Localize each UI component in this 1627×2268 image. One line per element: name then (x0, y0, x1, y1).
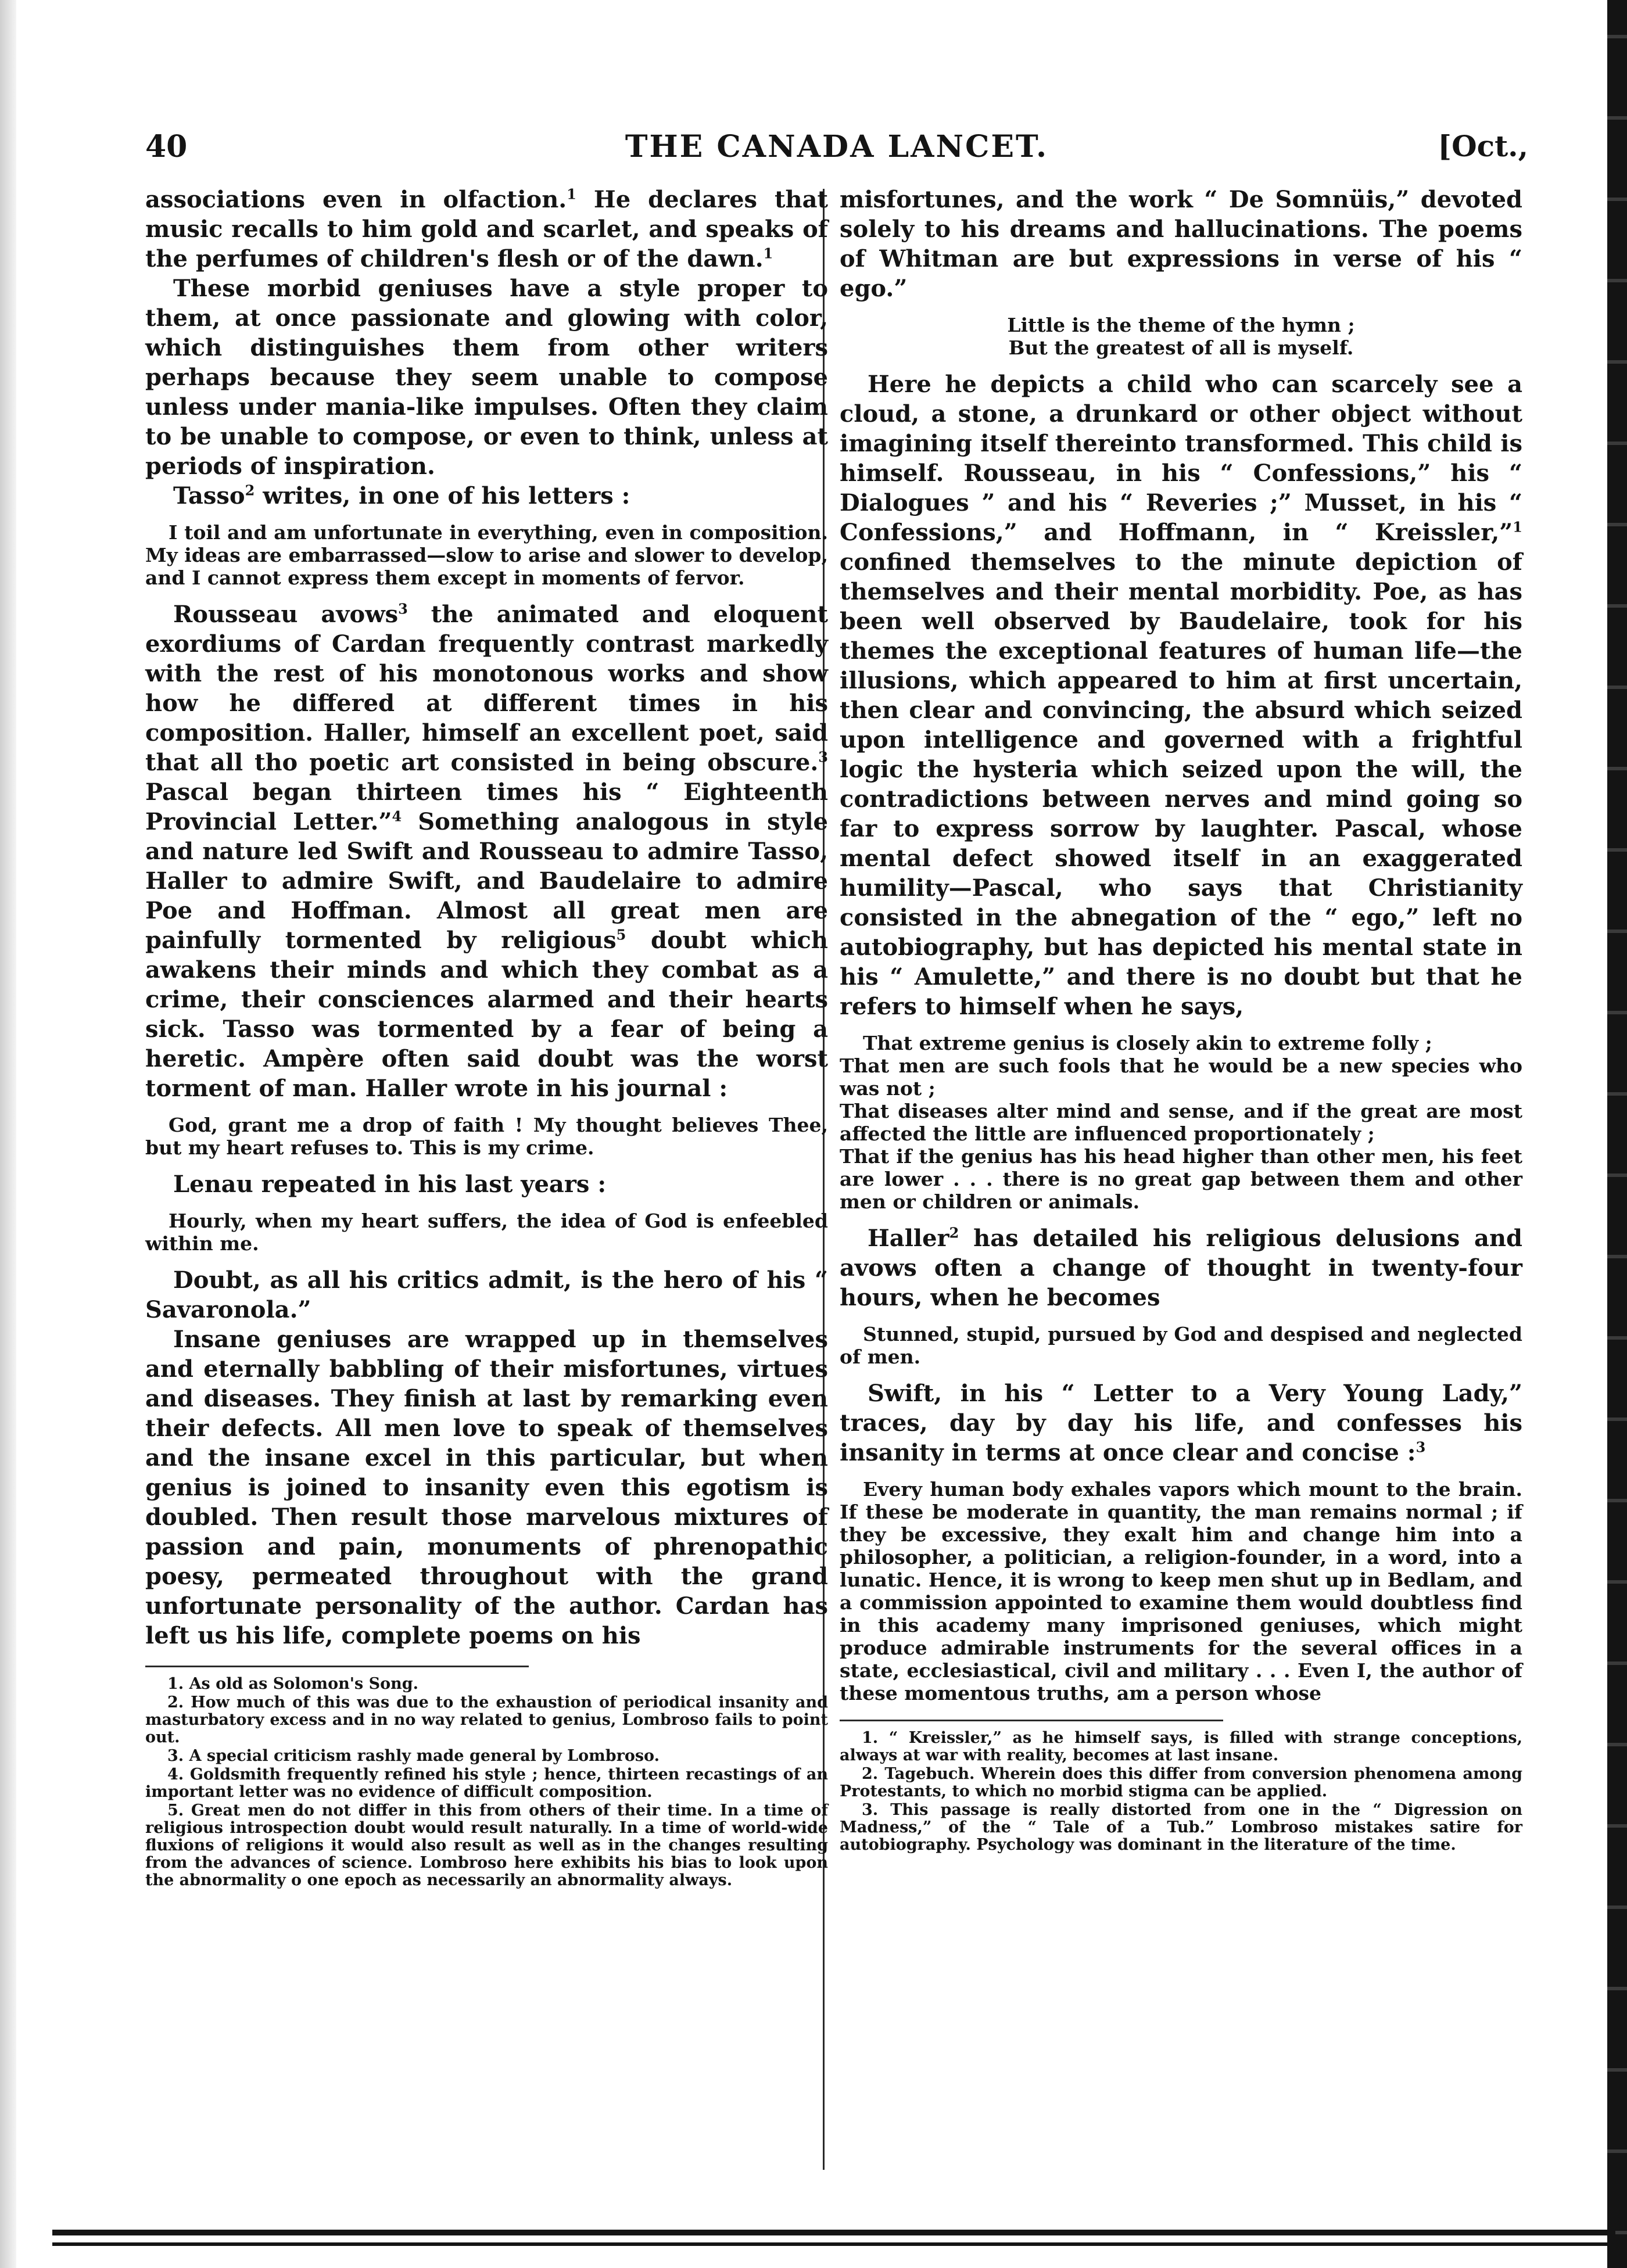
right-footnote: 3. This passage is really distorted from one in the “ Digression on Madness,” of the “ Tale of a Tub.” Lombroso mistakes satire for autobiography. Psychology was dominant in the literature of the time. (840, 1801, 1522, 1854)
right-paragraph: Here he depicts a child who can scarcely see a cloud, a stone, a drunkard or other object without imagining itself thereinto transformed. This child is himself. Rousseau, in his “ Confessions,” his “ Dialogues ” and his “ Reveries ;” Musset, in his “ Confessions,” and Hoffmann, in “ Kreissler,”$^1$ confined themselves to the minute depiction of themselves and their mental morbidity. Poe, as has been well observed by Baudelaire, took for his themes the exceptional features of human life—the illusions, which appeared to him at first uncertain, then clear and convincing, the absurd which seized upon intelligence and governed with a frightful logic the hysteria which seized upon the will, the contradictions between nerves and mind going so far to express sorrow by laughter. Pascal, whose mental defect showed itself in an exaggerated humility—Pascal, who says that Christianity consisted in the abnegation of the “ ego,” left no autobiography, but has depicted his mental state in his “ Amulette,” and there is no doubt but that he refers to himself when he says, (840, 371, 1522, 1020)
left-paragraph: Lenau repeated in his last years : (173, 1171, 607, 1198)
right-footnote: 2. Tagebuch. Wherein does this differ from conversion phenomena among Protestants, to which no morbid stigma can be applied. (840, 1765, 1522, 1800)
issue-month: [Oct., (1438, 129, 1528, 163)
left-paragraph-block (145, 481, 828, 511)
left-paragraph: Doubt, as all his critics admit, is the hero of his “ Savaronola.” (145, 1266, 828, 1323)
left-column-body (145, 185, 828, 1650)
left-paragraph-block (145, 1325, 828, 1650)
right-block-quote: Stunned, stupid, pursued by God and despised and neglected of men. (840, 1323, 1522, 1368)
right-block-quote: That extreme genius is closely akin to extreme folly ; That men are such fools that he would be a new species who was not ; That diseases alter mind and sense, and if the great are most affected the little are influenced proportionately ; That if the genius has his head higher than other men, his feet are lower . . . there is no great gap between them and other men or children or animals. (840, 1032, 1522, 1213)
page-number: 40 (145, 129, 188, 164)
left-paragraph: Tasso$^2$ writes, in one of his letters : (173, 482, 630, 509)
right-paragraph-block (840, 185, 1522, 303)
left-footnote: 1. As old as Solomon's Song. (167, 1675, 419, 1693)
left-paragraph: Rousseau avows$^3$ the animated and eloquent exordiums of Cardan frequently contrast markedly with the rest of his monotonous works and show how he differed at different times in his composition. Haller, himself an excellent poet, said that all tho poetic art consisted in being obscure.$^3$ Pascal began thirteen times his “ Eighteenth Provincial Letter.”$^4$ Something analogous in style and nature led Swift and Rousseau to admire Tasso, Haller to admire Swift, and Baudelaire to admire Poe and Hoffman. Almost all great men are painfully tormented by religious$^5$ doubt which awakens their minds and which they combat as a crime, their consciences alarmed and their hearts sick. Tasso was tormented by a fear of being a heretic. Ampère often said doubt was the worst torment of man. Haller wrote in his journal : (145, 600, 828, 1102)
right-paragraph-block (840, 1379, 1522, 1467)
binding-shadow (0, 0, 16, 2268)
left-block-quote: Hourly, when my heart suffers, the idea of God is enfeebled within me. (145, 1210, 828, 1255)
left-paragraph-block (145, 600, 828, 1103)
right-verse-quote: Little is the theme of the hymn ; But the greatest of all is myself. (1007, 314, 1355, 359)
bottom-rule (52, 2230, 1615, 2235)
right-paragraph-block (840, 1223, 1522, 1312)
left-paragraph: These morbid geniuses have a style proper to them, at once passionate and glowing with color, which distinguishes them from other writers perhaps because they seem unable to compose unless under mania-like impulses. Often they claim to be unable to compose, or even to think, unless at periods of inspiration. (145, 275, 828, 480)
running-header (145, 129, 1528, 175)
left-footnote: 3. A special criticism rashly made general by Lombroso. (167, 1747, 660, 1765)
right-paragraph: misfortunes, and the work “ De Somnüis,” devoted solely to his dreams and hallucinations. The poems of Whitman are but expressions in verse of his “ ego.” (840, 186, 1522, 302)
right-block-quote: Every human body exhales vapors which mount to the brain. If these be moderate in quantity, the man remains normal ; if they be excessive, they exalt him and change him into a philosopher, a politician, a religion-founder, in a word, into a lunatic. Hence, it is wrong to keep men shut up in Bedlam, and a commission appointed to examine them would doubtless find in this academy many imprisoned geniuses, which might produce admirable instruments for the several offices in a state, ecclesiastical, civil and military . . . Even I, the author of these momentous truths, am a person whose (840, 1478, 1522, 1704)
footnote-rule (145, 1666, 529, 1667)
left-paragraph-block (145, 1265, 828, 1325)
left-footnotes (145, 1675, 828, 1889)
left-footnote: 2. How much of this was due to the exhaustion of periodical insanity and masturbatory excess and in no way related to genius, Lombroso fails to point out. (145, 1693, 828, 1746)
left-paragraph-block (145, 1169, 828, 1199)
right-column (840, 185, 1522, 1855)
right-column-body (840, 185, 1522, 1704)
right-footnotes (840, 1729, 1522, 1854)
left-column (145, 185, 828, 1890)
left-block-quote: I toil and am unfortunate in everything, even in composition. My ideas are embarrassed—slow to arise and slower to develop, and I cannot express them except in moments of fervor. (145, 521, 828, 589)
left-block-quote: God, grant me a drop of faith ! My thought believes Thee, but my heart refuses to. This is my crime. (145, 1114, 828, 1159)
page-edge-scan-artifact (1607, 0, 1627, 2268)
right-paragraph: Haller$^2$ has detailed his religious delusions and avows often a change of thought in twenty-four hours, when he becomes (840, 1224, 1522, 1311)
left-footnote: 4. Goldsmith frequently refined his style ; hence, thirteen recastings of an important letter was no evidence of difficult composition. (145, 1765, 828, 1801)
right-paragraph: Swift, in his “ Letter to a Very Young Lady,” traces, day by day his life, and confesses his insanity in terms at once clear and concise :$^3$ (840, 1380, 1522, 1466)
left-paragraph: Insane geniuses are wrapped up in themselves and eternally babbling of their misfortunes, virtues and diseases. They finish at last by remarking even their defects. All men love to speak of themselves and the insane excel in this particular, but when genius is joined to insanity even this egotism is doubled. Then result those marvelous mixtures of passion and pain, monuments of phrenopathic poesy, permeated throughout with the grand unfortunate personality of the author. Cardan has left us his life, complete poems on his (145, 1326, 828, 1649)
left-footnote: 5. Great men do not differ in this from others of their time. In a time of religious introspection doubt would result naturally. In a time of world-wide fluxions of religions it would also result as well as in the changes resulting from the advances of science. Lombroso here exhibits his bias to look upon the abnormality o one epoch as necessarily an abnormality always. (145, 1802, 828, 1889)
right-paragraph-block (840, 369, 1522, 1021)
right-footnote: 1. “ Kreissler,” as he himself says, is filled with strange conceptions, always at war with reality, becomes at last insane. (840, 1729, 1522, 1764)
journal-title: THE CANADA LANCET. (625, 129, 1049, 164)
left-paragraph-block (145, 274, 828, 481)
left-paragraph-block (145, 185, 828, 274)
footnote-rule (840, 1720, 1223, 1721)
bottom-rule-thin (52, 2242, 1615, 2246)
left-paragraph: associations even in olfaction.$^1$ He declares that music recalls to him gold and scarlet, and speaks of the perfumes of children's flesh or of the dawn.$^1$ (145, 185, 828, 272)
